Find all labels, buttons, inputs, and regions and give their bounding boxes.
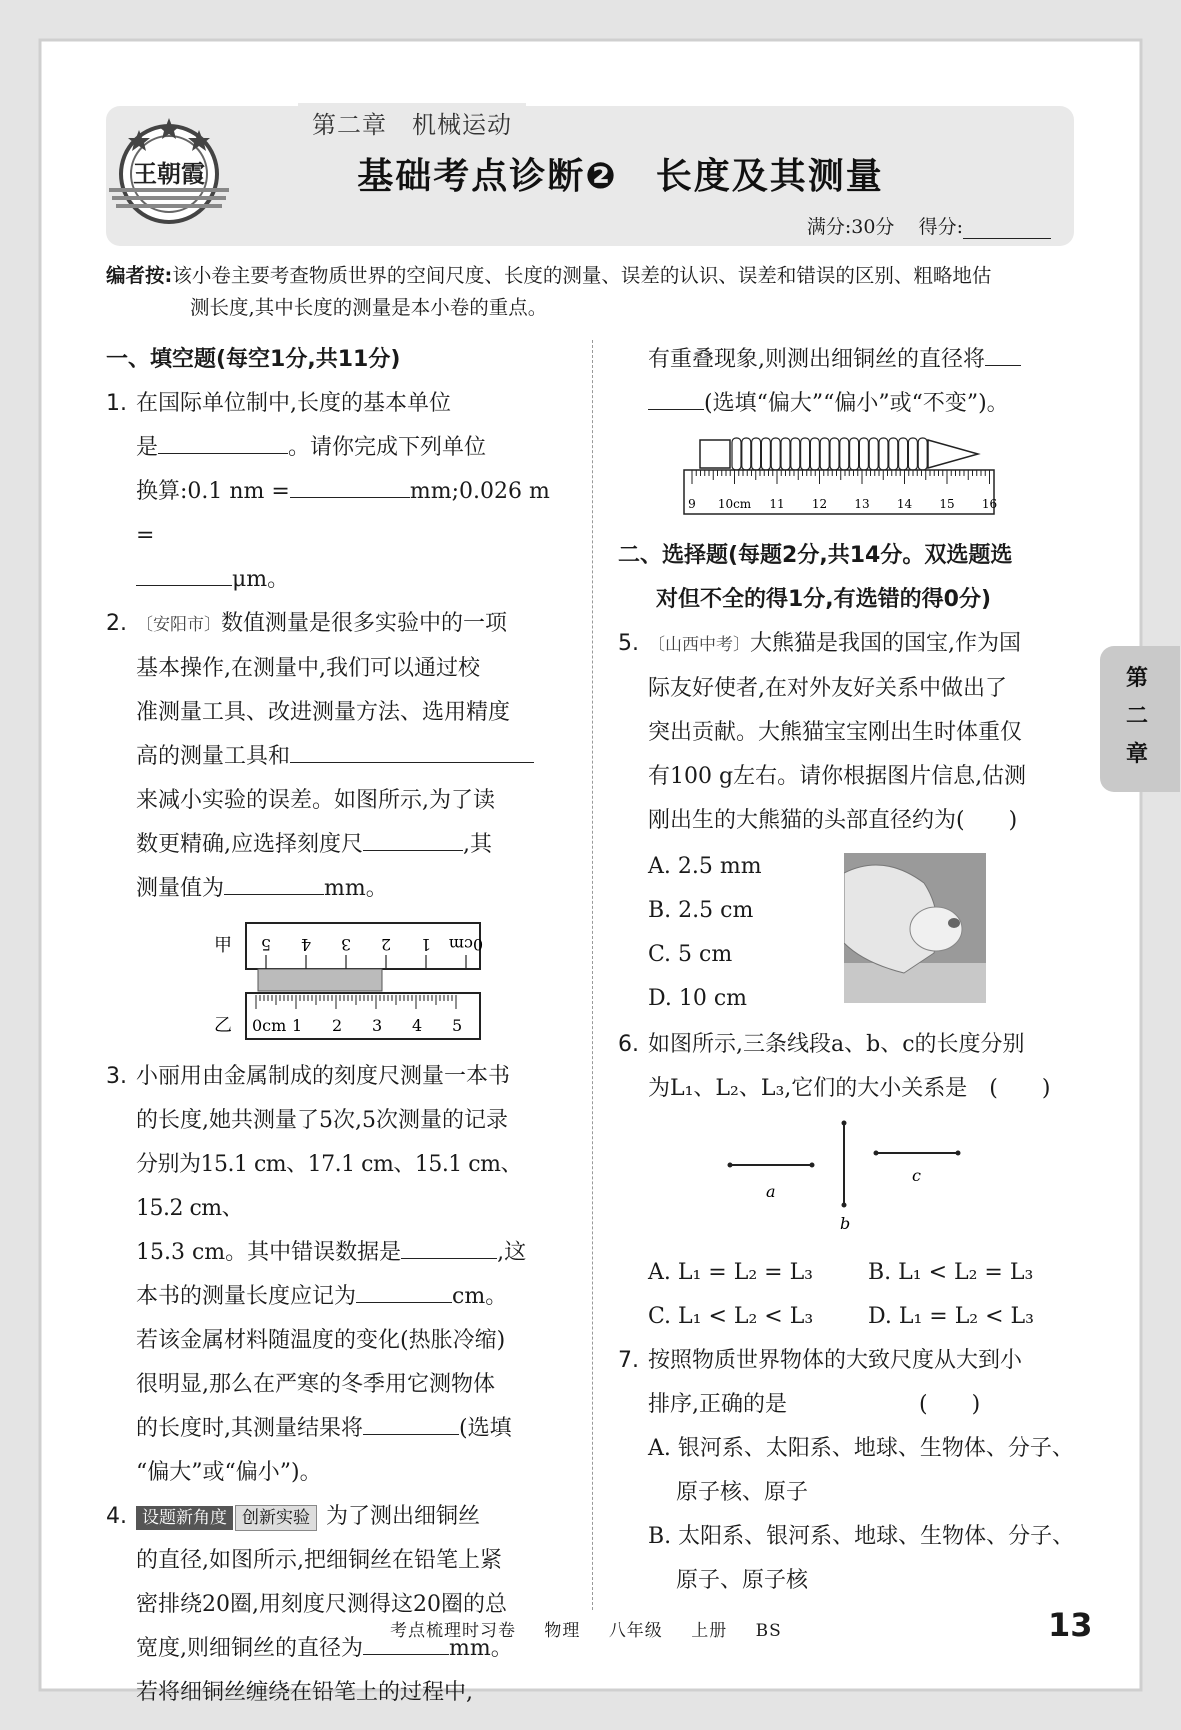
q4-pencil-ruler-figure — [678, 432, 1008, 528]
q3-blank-3[interactable] — [363, 1408, 459, 1435]
ruler-jia-tick-label: 3 — [340, 935, 352, 954]
q2-blank-1[interactable] — [290, 736, 534, 763]
note-text-1: 该小卷主要考查物质世界的空间尺度、长度的测量、误差的认识、误差和错误的区别、粗略地估 — [172, 264, 992, 287]
coil-turn — [908, 438, 917, 470]
coil-turn — [771, 438, 780, 470]
coil-turn — [859, 438, 868, 470]
question-5: 5. 〔山西中考〕大熊猫是我国的国宝,作为国 际友好使者,在对外友好关系中做出了 突出贡献。大熊猫宝宝刚出生时体重仅 有100 g左右。请你根据图片信息,估测 刚出生的大熊猫的头部直径约为( ) A. 2.5 mm B. 2.5 cm C. 5 cm D. 10 cm — [618, 622, 1078, 1023]
coil-turn — [761, 438, 770, 470]
q4-ruler-tick-label: 12 — [811, 497, 828, 511]
question-3: 3. 小丽用由金属制成的刻度尺测量一本书 的长度,她共测量了5次,5次测量的记录 分别为15.1 cm、17.1 cm、15.1 cm、15.2 cm、 15.3 cm。其中错误数据是 ,这 本书的测量长度应记为 cm。 若该金属材料随温度的变化(热胀冷缩) 很明显,那么在严寒的冬季用它测物体 的长度时,其测量结果将 (选填 “偏大”或“偏小”)。 — [106, 1055, 566, 1495]
editor-note — [106, 260, 1076, 324]
q3-blank-1[interactable] — [401, 1232, 497, 1259]
ruler-yi-tick-label: 1 — [292, 1016, 303, 1035]
q6-option-d[interactable]: D. L₁ = L₂ < L₃ — [868, 1304, 1034, 1329]
q3-number: 3. — [106, 1064, 127, 1089]
ruler-jia-tick-label: 5 — [260, 935, 272, 954]
q6-option-a[interactable]: A. L₁ = L₂ = L₃ — [648, 1260, 813, 1285]
q7-number: 7. — [618, 1348, 639, 1373]
ruler-jia-label: 甲 — [214, 935, 232, 956]
copper-coil — [732, 438, 927, 470]
segment-a-label: a — [766, 1182, 776, 1201]
q7-option-a[interactable]: A. 银河系、太阳系、地球、生物体、分子、 原子核、原子 — [648, 1436, 1074, 1505]
q2-blank-2[interactable] — [363, 824, 463, 851]
q4-blank-2a[interactable] — [985, 339, 1021, 366]
q5-option-c[interactable]: C. 5 cm — [648, 942, 733, 967]
q4-ruler-tick-label: 10cm — [717, 497, 752, 511]
coil-turn — [820, 438, 829, 470]
question-4: 4. 设题新角度 创新实验 为了测出细铜丝 的直径,如图所示,把细铜丝在铅笔上紧 密排绕20圈,用刻度尺测得这20圈的总 宽度,则细铜丝的直径为 mm。 若将细铜丝缠绕在铅笔上的过程中, — [106, 1495, 566, 1715]
coil-turn — [752, 438, 761, 470]
footer-edition: BS — [755, 1621, 782, 1641]
footer-grade: 八年级 — [608, 1621, 663, 1641]
score-line — [807, 212, 1051, 239]
coil-turn — [732, 438, 741, 470]
score-blank — [963, 220, 1051, 239]
q3-blank-2[interactable] — [356, 1276, 452, 1303]
page-title: 基础考点诊断❷ 长度及其测量 — [357, 156, 884, 197]
coil-turn — [781, 438, 790, 470]
page-number: 13 — [1048, 1606, 1093, 1644]
coil-turn — [899, 438, 908, 470]
q4-badge-new-angle: 设题新角度 — [136, 1506, 233, 1530]
score-label: 得分: — [918, 216, 963, 238]
q4-badge-innovative: 创新实验 — [235, 1505, 317, 1531]
coil-turn — [840, 438, 849, 470]
footer-series: 考点梳理时习卷 — [390, 1621, 516, 1641]
coil-turn — [801, 438, 810, 470]
q4-ruler-tick-label: 14 — [896, 497, 913, 511]
q1-number: 1. — [106, 391, 127, 416]
q2-rulers-figure — [176, 915, 596, 1051]
ruler-yi-tick-label: 4 — [412, 1016, 423, 1035]
footer-volume: 上册 — [691, 1621, 728, 1641]
note-text-2: 测长度,其中长度的测量是本小卷的重点。 — [190, 296, 548, 319]
coil-turn — [830, 438, 839, 470]
q4-number: 4. — [106, 1504, 127, 1529]
full-score: 满分:30分 — [806, 216, 895, 238]
ruler-jia — [246, 923, 480, 969]
ruler-yi-tick-label: 3 — [372, 1016, 383, 1035]
q4-ruler-tick-label: 9 — [688, 497, 696, 511]
section-choice-title: 二、选择题(每题2分,共14分。双选题选 对但不全的得1分,有选错的得0分) — [618, 543, 1013, 612]
q6-options — [618, 1251, 1078, 1339]
q1-line: 在国际单位制中,长度的基本单位 — [136, 391, 451, 416]
q6-segments-figure — [708, 1117, 1088, 1245]
q4-ruler-tick-label: 16 — [981, 497, 998, 511]
footer-subject: 物理 — [544, 1621, 581, 1641]
q5-option-a[interactable]: A. 2.5 mm — [648, 854, 762, 879]
coil-turn — [889, 438, 898, 470]
q1-blank-2[interactable] — [290, 471, 410, 498]
q5-option-b[interactable]: B. 2.5 cm — [648, 898, 754, 923]
q1-blank-3[interactable] — [136, 559, 232, 586]
question-1: 1. 在国际单位制中,长度的基本单位 是 。请你完成下列单位 换算:0.1 nm = mm;0.026 m = μm。 — [106, 382, 566, 602]
logo-text: 王朝霞 — [133, 159, 205, 188]
footer — [390, 1616, 804, 1641]
q5-option-d[interactable]: D. 10 cm — [648, 986, 748, 1011]
ruler-yi-label: 乙 — [214, 1015, 232, 1036]
ruler-jia-tick-label: 2 — [380, 935, 392, 954]
panda-cub-photo — [844, 853, 986, 1003]
q5-number: 5. — [618, 631, 639, 656]
coil-turn — [742, 438, 751, 470]
ruler-jia-tick-label: 0cm — [448, 935, 484, 954]
measured-object — [258, 969, 382, 991]
left-column — [106, 338, 566, 1715]
q4-blank-2b[interactable] — [648, 383, 704, 410]
section-fill-blank-title: 一、填空题(每空1分,共11分) — [106, 347, 401, 372]
coil-turn — [869, 438, 878, 470]
q4-ruler-tick-label: 11 — [769, 497, 785, 511]
q6-option-b[interactable]: B. L₁ < L₂ = L₃ — [868, 1260, 1034, 1285]
q2-blank-3[interactable] — [224, 868, 324, 895]
q2-number: 2. — [106, 611, 127, 636]
question-2: 2. 〔安阳市〕数值测量是很多实验中的一项 基本操作,在测量中,我们可以通过校 准测量工具、改进测量方法、选用精度 高的测量工具和 来减小实验的误差。如图所示,为了读 数更精确,应选择刻度尺 ,其 测量值为 mm。 甲 乙 0cm 1 2 3 4 5 0cm 1 2 3 4 5 — [106, 602, 566, 1051]
segment-c-label: c — [912, 1166, 921, 1185]
q5-source-tag: 〔山西中考〕 — [648, 635, 750, 655]
note-label: 编者按: — [106, 264, 173, 287]
coil-turn — [918, 438, 927, 470]
ruler-yi-tick-label: 2 — [332, 1016, 343, 1035]
q1-blank-1[interactable] — [158, 427, 288, 454]
chapter-side-tab[interactable]: 第二章 — [1100, 646, 1180, 792]
ruler-yi-tick-label: 5 — [452, 1016, 463, 1035]
question-6: 6. 如图所示,三条线段a、b、c的长度分别 为L₁、L₂、L₃,它们的大小关系是 ( ) a b c A. L₁ = L₂ = L₃ B. L₁ < L₂ = L₃ C. L₁ < L₂ < L₃ D. L₁ = L₂ < L₃ — [618, 1023, 1078, 1339]
q5-options — [618, 843, 1078, 1023]
q6-option-c[interactable]: C. L₁ < L₂ < L₃ — [648, 1304, 814, 1329]
segment-b-label: b — [840, 1214, 851, 1233]
coil-turn — [791, 438, 800, 470]
ruler-jia-tick-label: 4 — [300, 935, 312, 954]
q2-source-tag: 〔安阳市〕 — [136, 615, 221, 635]
q7-option-b[interactable]: B. 太阳系、银河系、地球、生物体、分子、 原子、原子核 — [648, 1524, 1075, 1593]
coil-turn — [879, 438, 888, 470]
q4-ruler-tick-label: 15 — [939, 497, 955, 511]
ruler-jia-tick-label: 1 — [420, 935, 432, 954]
coil-turn — [810, 438, 819, 470]
question-7: 7. 按照物质世界物体的大致尺度从大到小 排序,正确的是 ( ) A. 银河系、太阳系、地球、生物体、分子、 原子核、原子 B. 太阳系、银河系、地球、生物体、分子、 原子、原子核 — [618, 1339, 1078, 1603]
chapter-label: 第二章 机械运动 — [298, 103, 526, 142]
coil-turn — [850, 438, 859, 470]
q4-ruler-tick-label: 13 — [854, 497, 870, 511]
right-column — [618, 338, 1078, 1603]
q6-number: 6. — [618, 1032, 639, 1057]
q4-continued: 有重叠现象,则测出细铜丝的直径将 (选填“偏大”“偏小”或“不变”)。 9 10cm 11 12 13 14 15 16 — [618, 338, 1078, 528]
ruler-yi-tick-label: 0cm — [252, 1016, 287, 1035]
